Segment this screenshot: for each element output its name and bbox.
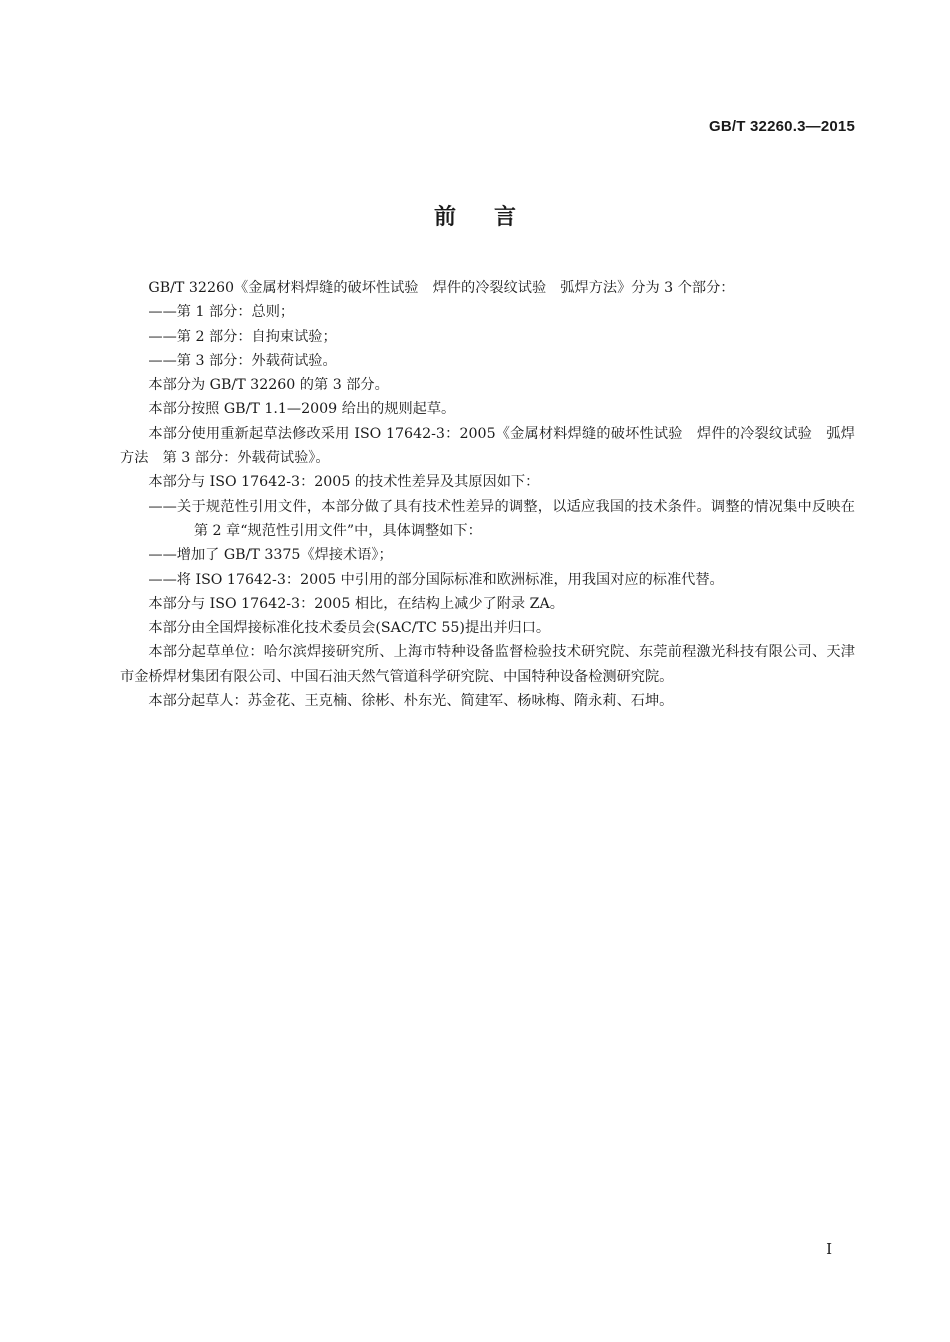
list-item-replaced-standards: ——将 ISO 17642-3：2005 中引用的部分国际标准和欧洲标准，用我国对应的标准代替。 [148, 571, 724, 588]
page-number: I [826, 1240, 832, 1258]
paragraph-adoption: 本部分使用重新起草法修改采用 ISO 17642-3：2005《金属材料焊缝的破坏性试验 焊件的冷裂纹试验 弧焊方法 第 3 部分：外载荷试验》。 [120, 425, 855, 467]
paragraph-drafting-units: 本部分起草单位：哈尔滨焊接研究所、上海市特种设备监督检验技术研究院、东莞前程激光科技有限公司、天津市金桥焊材集团有限公司、中国石油天然气管道科学研究院、中国特种设备检测研究院。 [120, 644, 855, 685]
list-item-part-1: ——第 1 部分：总则； [148, 304, 295, 321]
paragraph-structure-difference: 本部分与 ISO 17642-3：2005 相比，在结构上减少了附录 ZA。 [148, 595, 564, 612]
paragraph-drafting-rules: 本部分按照 GB/T 1.1—2009 给出的规则起草。 [148, 401, 456, 418]
paragraph-drafters: 本部分起草人：苏金花、王克楠、徐彬、朴东光、简建军、杨咏梅、隋永莉、石坤。 [148, 693, 674, 710]
list-item-part-2: ——第 2 部分：自拘束试验； [148, 328, 337, 345]
list-item-part-3: ——第 3 部分：外载荷试验。 [148, 352, 337, 369]
paragraph-proposer: 本部分由全国焊接标准化技术委员会(SAC/TC 55)提出并归口。 [148, 620, 551, 637]
list-item-normative-references: ——关于规范性引用文件，本部分做了具有技术性差异的调整，以适应我国的技术条件。调整的情况集中反映在第 2 章“规范性引用文件”中，具体调整如下： [148, 498, 855, 539]
foreword-body [120, 276, 855, 713]
list-item-added-standard: ——增加了 GB/T 3375《焊接术语》； [148, 547, 393, 564]
standard-code: GB/T 32260.3—2015 [709, 118, 855, 135]
paragraph-parts-intro: GB/T 32260《金属材料焊缝的破坏性试验 焊件的冷裂纹试验 弧焊方法》分为 3 个部分： [148, 280, 735, 296]
page-title: 前言 [433, 205, 554, 230]
paragraph-differences-intro: 本部分与 ISO 17642-3：2005 的技术性差异及其原因如下： [148, 474, 540, 491]
paragraph-this-part: 本部分为 GB/T 32260 的第 3 部分。 [148, 377, 389, 394]
